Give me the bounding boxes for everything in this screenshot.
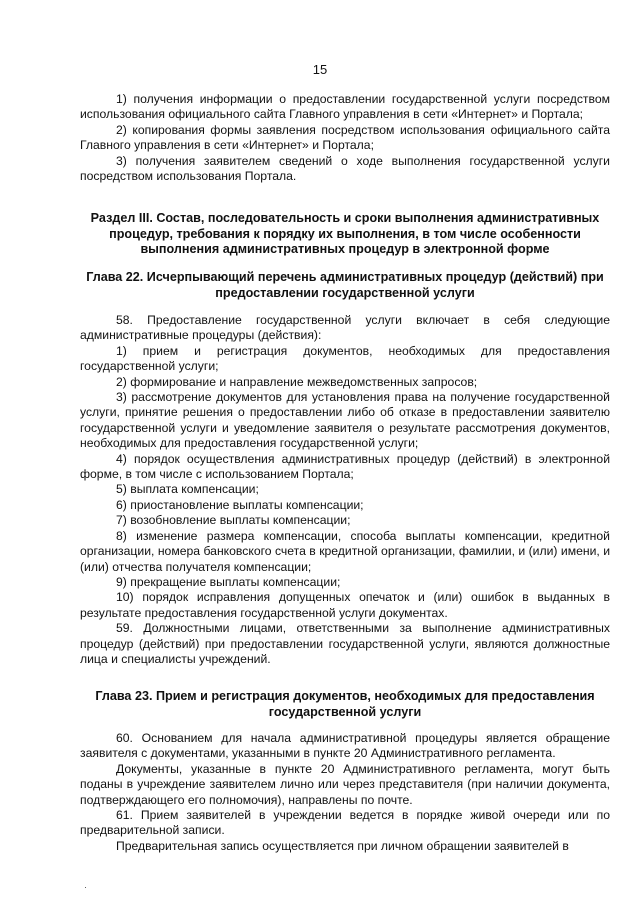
- chapter22-heading: Глава 22. Исчерпывающий перечень административных процедур (действий) при предоставлении государственной услуги: [86, 270, 604, 300]
- chapter23-heading: Глава 23. Прием и регистрация документов, необходимых для предоставления государственной услуги: [95, 689, 595, 719]
- list-item: 1) получения информации о предоставлении государственной услуги посредством использования официального сайта Главного управления в сети «Интернет» и Портала;: [80, 92, 610, 122]
- paragraph: 59. Должностными лицами, ответственными за выполнение административных процедур (действий) при предоставлении государственной услуги, являются должностные лица и специалисты учреждений.: [80, 621, 610, 666]
- list-item: 3) получения заявителем сведений о ходе выполнения государственной услуги посредством использования Портала.: [80, 153, 610, 184]
- list-item: 2) формирование и направление межведомственных запросов;: [116, 374, 478, 389]
- list-item: 3) рассмотрение документов для установления права на получение государственной услуги, принятие решения о предоставлении либо об отказе в предоставлении заявителю государственной услуги и уведомление заявителя о результате рассмотрения документов, необходимых для предоставления государственной услуги;: [80, 390, 610, 451]
- list-item: 6) приостановление выплаты компенсации;: [116, 497, 364, 512]
- chapter22-body: [80, 313, 610, 667]
- list-item: 7) возобновление выплаты компенсации;: [116, 513, 351, 528]
- paragraph: Предварительная запись осуществляется при личном обращении заявителей в: [116, 838, 569, 853]
- chapter22-heading-block: [80, 270, 610, 301]
- paragraph: 58. Предоставление государственной услуги включает в себя следующие административные процедуры (действия):: [80, 313, 610, 343]
- chapter23-body: [80, 731, 610, 854]
- page-number: 15: [312, 62, 328, 77]
- list-item: 8) изменение размера компенсации, способа выплаты компенсации, кредитной организации, номера банковского счета в кредитной организации, фамилии, и (или) имени, и (или) отчества получателя компенсации;: [80, 528, 610, 574]
- paragraph: Документы, указанные в пункте 20 Административного регламента, могут быть поданы в учреждение заявителем лично или через представителя (при наличии документа, подтверждающего его полномочия), направлены по почте.: [80, 761, 610, 807]
- paragraph: 60. Основанием для начала административной процедуры является обращение заявителя с документами, указанными в пункте 20 Административного регламента.: [80, 731, 610, 761]
- section-heading-block: [80, 211, 610, 258]
- list-item: 5) выплата компенсации;: [116, 482, 259, 497]
- intro-list: [80, 92, 610, 184]
- paragraph: 61. Прием заявителей в учреждении ведется в порядке живой очереди или по предварительной записи.: [80, 808, 610, 838]
- section-heading: Раздел III. Состав, последовательность и сроки выполнения административных процедур, требования к порядку их выполнения, в том числе особенности выполнения административных процедур в электронной форме: [90, 211, 600, 257]
- chapter23-heading-block: [80, 689, 610, 720]
- list-item: 9) прекращение выплаты компенсации;: [116, 574, 341, 589]
- scan-speck: ·: [84, 882, 87, 892]
- list-item: 10) порядок исправления допущенных опечаток и (или) ошибок в выданных в результате предоставления государственной услуги документах.: [80, 590, 610, 620]
- list-item: 4) порядок осуществления административных процедур (действий) в электронной форме, в том числе с использованием Портала;: [80, 451, 610, 482]
- list-item: 1) прием и регистрация документов, необходимых для предоставления государственной услуги;: [80, 343, 610, 374]
- list-item: 2) копирования формы заявления посредством использования официального сайта Главного управления в сети «Интернет» и Портала;: [80, 122, 610, 153]
